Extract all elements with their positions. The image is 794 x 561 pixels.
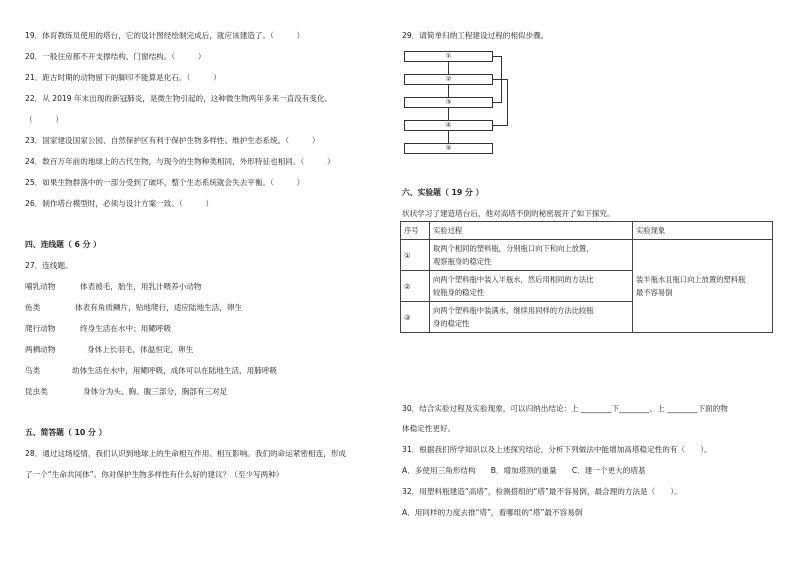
experiment-intro: 状状学习了建造塔台后，他对高塔不倒的秘密展开了如下探究。 — [402, 209, 615, 218]
flow-connector — [448, 62, 449, 74]
question-24: 24．数百万年前的地球上的古代生物，与现今的生物种类相同，外形特征也相同。（ ） — [25, 157, 335, 166]
animal-name: 昆虫类 — [25, 387, 48, 396]
animal-row — [25, 387, 227, 397]
row-process — [430, 271, 633, 302]
question-32-option-a: A．用同样的力度去推“塔”，看哪组的“塔”最不容易倒 — [402, 508, 583, 517]
section-4-title: 四、连线题（ 6 分 ） — [25, 240, 101, 249]
animal-trait: 终身生活在水中；用鳃呼吸 — [80, 324, 172, 333]
row-process — [430, 302, 633, 333]
feedback-line — [493, 102, 501, 103]
question-31-options: A．多使用三角形结构 B．增加塔顶的重量 C．建一个更大的塔基 — [402, 466, 646, 475]
row-number: ③ — [401, 302, 430, 333]
flow-connector — [448, 85, 449, 97]
row-number: ① — [401, 240, 430, 271]
flow-step: ③ — [404, 97, 493, 108]
animal-name: 爬行动物 — [25, 324, 56, 333]
flow-step: ② — [404, 74, 493, 85]
process-line: 取两个相同的塑料瓶，分别瓶口向下和向上放置， — [433, 244, 594, 253]
row-number: ② — [401, 271, 430, 302]
flow-step: ⑤ — [404, 143, 493, 154]
experiment-table — [400, 221, 773, 333]
question-26: 26．制作塔台模型时，必须与设计方案一致。（ ） — [25, 199, 214, 208]
question-20: 20．一般住房都不开支撑结构、门窗结构。（ ） — [25, 52, 206, 61]
question-28-line1: 28．通过这场疫情，我们认识到地球上的生命相互作用、相互影响。我们的命运紧密相连，形成 — [25, 449, 347, 458]
question-32: 32．用塑料瓶建造“高塔”，检测搭组的“塔”最不容易倒，最合理的方法是（ ）。 — [402, 487, 682, 496]
phenomenon-line: 最不容易倒 — [636, 288, 673, 297]
animal-row — [25, 303, 242, 313]
feedback-line — [493, 79, 507, 80]
question-30-line2: 体稳定性更好。 — [402, 424, 456, 433]
phenomenon-line: 装半瓶水且瓶口向上放置的塑料瓶 — [636, 275, 746, 284]
animal-trait: 幼体生活在水中，用鳃呼吸，成体可以在陆地生活，用肺呼吸 — [72, 366, 278, 375]
animal-row — [25, 345, 193, 355]
animal-row — [25, 324, 171, 334]
animal-name: 鸟类 — [25, 366, 41, 375]
row-process — [430, 240, 633, 271]
process-line: 身的稳定性 — [433, 319, 470, 328]
process-line: 较瓶身的稳定性 — [433, 288, 485, 297]
process-line: 向两个塑料瓶中装入半瓶水，然后用相同的方法比 — [433, 275, 594, 284]
question-21: 21．距古时期的动物留下的脚印不能算是化石。（ ） — [25, 73, 221, 82]
question-22: 22．从 2019 年末出现的新冠肺炎，是微生物引起的，这种微生物两年多来一直没有变化。 — [25, 94, 333, 103]
question-22-bracket: （ ） — [25, 115, 63, 124]
animal-name: 两栖动物 — [25, 345, 56, 354]
question-28-line2: 了一个“生命共同体”。你对保护生物多样性有什么好的建议？（至少写两种） — [25, 470, 284, 479]
phenomenon-cell — [633, 240, 773, 333]
table-row — [401, 240, 773, 271]
feedback-line — [493, 125, 507, 126]
flow-connector — [448, 131, 449, 143]
question-29: 29．请简单归纳工程建设过程的相似步骤。 — [402, 31, 549, 40]
animal-row — [25, 366, 277, 376]
flow-step: ④ — [404, 120, 493, 131]
question-27: 27．连线题。 — [25, 261, 73, 270]
section-5-title: 五、简答题（ 10 分 ） — [25, 428, 107, 437]
process-line: 观察瓶身的稳定性 — [433, 257, 492, 266]
animal-name: 哺乳动物 — [25, 282, 56, 291]
table-header: 实验过程 — [430, 222, 633, 240]
animal-trait: 体表被毛，胎生，用乳汁喂养小动物 — [80, 282, 202, 291]
table-header: 实验现象 — [633, 222, 773, 240]
feedback-line — [493, 56, 501, 57]
question-30-line1: 30．结合实验过程及实验现象，可以归纳出结论：上 ________下________、上 ________下面的物 — [402, 404, 728, 413]
animal-trait: 体表有角质鳞片，贴地爬行，适应陆地生活，卵生 — [75, 303, 243, 312]
question-31: 31．根据我们所学知识以及上述探究结论，分析下列做法中能增加高塔稳定性的有（ ）。 — [402, 445, 712, 454]
feedback-line — [501, 56, 502, 103]
process-line: 向两个塑料瓶中装满水，继续用同样的方法比较瓶 — [433, 306, 594, 315]
feedback-line — [507, 79, 508, 126]
section-6-title: 六、实验题（ 19 分 ） — [402, 188, 484, 197]
question-19: 19．体育教练员使用的塔台，它的设计图经绘制完成后，就应该建造了。（ ） — [25, 31, 305, 40]
table-header-row — [401, 222, 773, 240]
animal-trait: 身体分为头、胸、腹三部分，胸部有三对足 — [83, 387, 228, 396]
animal-row — [25, 282, 202, 292]
flow-step: ① — [404, 51, 493, 62]
table-header: 序号 — [401, 222, 430, 240]
question-25: 25．如果生物群落中的一部分受到了破坏，整个生态系统就会失去平衡。（ ） — [25, 178, 305, 187]
animal-name: 鱼类 — [25, 303, 41, 312]
animal-trait: 身体上长羽毛，体温恒定，卵生 — [87, 345, 194, 354]
flow-connector — [448, 108, 449, 120]
question-23: 23．国家建设国家公园、自然保护区有利于保护生物多样性、维护生态系统。（ ） — [25, 136, 320, 145]
